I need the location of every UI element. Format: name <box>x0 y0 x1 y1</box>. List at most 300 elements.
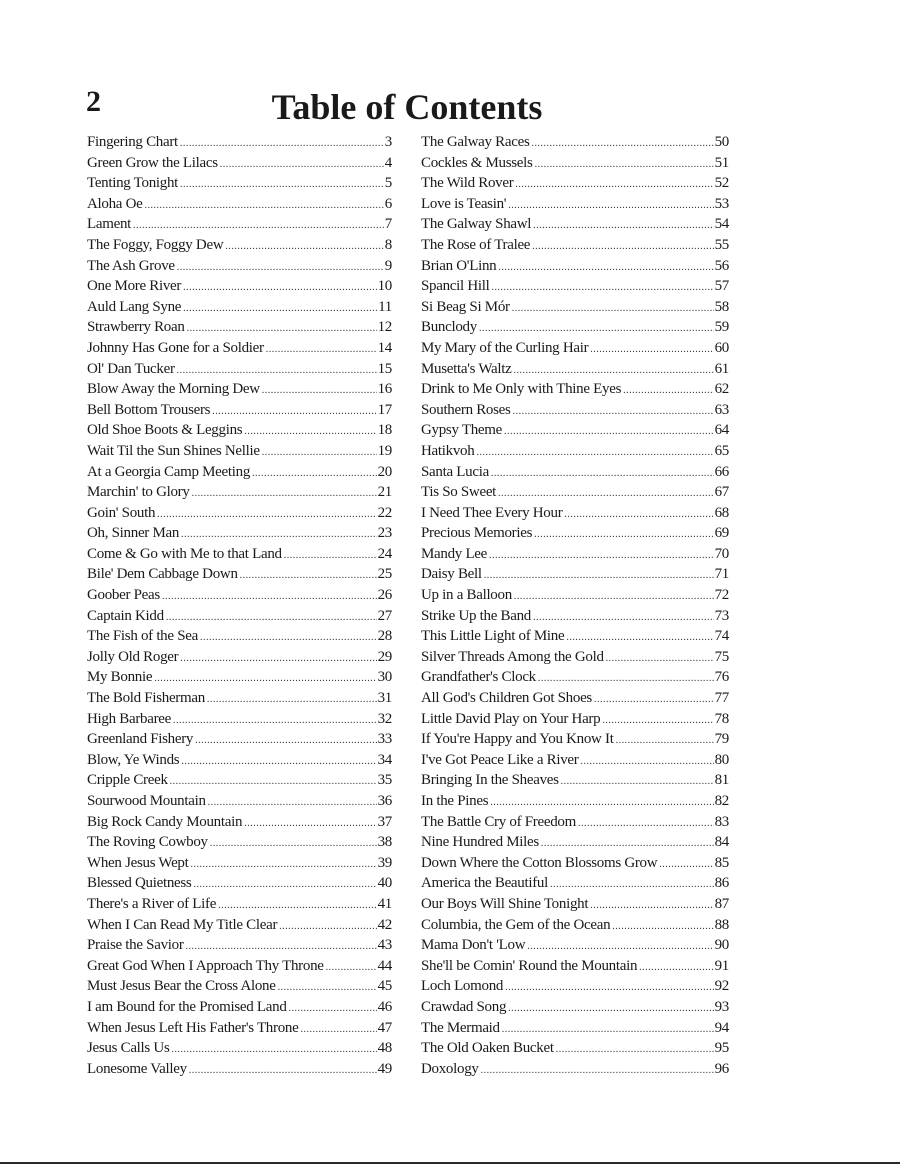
dot-leader <box>191 855 377 874</box>
toc-entry-title: Precious Memories <box>421 525 533 542</box>
toc-entry-title: Loch Lomond <box>421 978 504 995</box>
toc-entry <box>87 1059 392 1080</box>
toc-entry <box>421 420 729 441</box>
toc-entry-title: If You're Happy and You Know It <box>421 731 614 748</box>
toc-entry <box>87 1038 392 1059</box>
dot-leader <box>170 772 377 791</box>
toc-entry-page: 83 <box>714 813 729 830</box>
page-number: 2 <box>86 85 101 118</box>
toc-entry-title: Southern Roses <box>421 401 511 418</box>
dot-leader <box>244 422 376 441</box>
toc-entry-page: 57 <box>714 278 729 295</box>
toc-entry <box>421 503 729 524</box>
toc-entry-page: 47 <box>377 1019 392 1036</box>
toc-entry-page: 16 <box>377 381 392 398</box>
dot-leader <box>476 443 713 462</box>
dot-leader <box>162 587 377 606</box>
toc-entry-page: 85 <box>714 854 729 871</box>
dot-leader <box>527 937 713 956</box>
toc-entry-page: 8 <box>384 236 392 253</box>
toc-entry <box>421 729 729 750</box>
toc-entry-title: Fingering Chart <box>87 134 178 150</box>
toc-entry-page: 86 <box>714 875 729 892</box>
toc-entry-page: 5 <box>384 175 392 192</box>
toc-entry <box>87 400 392 421</box>
dot-leader <box>515 175 713 194</box>
toc-entry-title: Marchin' to Glory <box>87 484 190 501</box>
dot-leader <box>639 958 713 977</box>
dot-leader <box>606 649 714 668</box>
toc-entry-title: At a Georgia Camp Meeting <box>87 463 251 480</box>
toc-entry-page: 23 <box>377 525 392 542</box>
toc-entry <box>421 1059 729 1080</box>
toc-entry-title: This Little Light of Mine <box>421 628 565 645</box>
toc-entry-title: The Galway Races <box>421 134 530 150</box>
toc-entry <box>421 256 729 277</box>
dot-leader <box>578 814 714 833</box>
toc-entry <box>87 317 392 338</box>
toc-entry-page: 27 <box>377 607 392 624</box>
toc-entry <box>87 750 392 771</box>
dot-leader <box>200 628 377 647</box>
dot-leader <box>594 690 714 709</box>
toc-entry-title: When Jesus Wept <box>87 854 189 871</box>
toc-entry-page: 31 <box>377 690 392 707</box>
toc-entry-page: 20 <box>377 463 392 480</box>
toc-entry-title: Si Beag Si Mór <box>421 298 510 315</box>
toc-entry-title: Captain Kidd <box>87 607 164 624</box>
toc-entry-page: 94 <box>714 1019 729 1036</box>
toc-entry <box>421 297 729 318</box>
toc-entry <box>87 235 392 256</box>
toc-entry-title: Bunclody <box>421 319 477 336</box>
dot-leader <box>278 978 377 997</box>
toc-entry-title: Silver Threads Among the Gold <box>421 648 604 665</box>
toc-entry-title: Blow Away the Morning Dew <box>87 381 260 398</box>
toc-entry <box>87 173 392 194</box>
toc-entry <box>87 667 392 688</box>
toc-entry-title: The Foggy, Foggy Dew <box>87 236 224 253</box>
toc-entry-page: 76 <box>714 669 729 686</box>
toc-entry <box>87 729 392 750</box>
dot-leader <box>133 216 384 235</box>
dot-leader <box>252 464 377 483</box>
toc-entry <box>87 688 392 709</box>
toc-entry-page: 69 <box>714 525 729 542</box>
toc-entry <box>421 647 729 668</box>
toc-entry-page: 3 <box>384 134 392 150</box>
toc-entry-page: 55 <box>714 236 729 253</box>
toc-entry-page: 93 <box>714 998 729 1015</box>
dot-leader <box>284 546 377 565</box>
toc-entry-title: Greenland Fishery <box>87 731 194 748</box>
toc-entry-page: 22 <box>377 504 392 521</box>
dot-leader <box>612 917 713 936</box>
toc-entry <box>87 153 392 174</box>
toc-entry-page: 39 <box>377 854 392 871</box>
toc-entry-title: Drink to Me Only with Thine Eyes <box>421 381 622 398</box>
toc-entry-page: 51 <box>714 154 729 171</box>
toc-left-column <box>87 132 392 1079</box>
toc-entry-page: 77 <box>714 690 729 707</box>
toc-entry <box>421 709 729 730</box>
toc-entry-page: 52 <box>714 175 729 192</box>
toc-entry-page: 33 <box>377 731 392 748</box>
toc-entry-page: 26 <box>377 587 392 604</box>
dot-leader <box>177 258 384 277</box>
toc-entry-page: 74 <box>714 628 729 645</box>
dot-leader <box>193 875 376 894</box>
toc-entry <box>421 317 729 338</box>
toc-entry-page: 18 <box>377 422 392 439</box>
toc-entry <box>421 523 729 544</box>
dot-leader <box>512 299 714 318</box>
toc-entry-page: 12 <box>377 319 392 336</box>
toc-entry <box>87 606 392 627</box>
toc-entry <box>421 585 729 606</box>
toc-entry-page: 84 <box>714 834 729 851</box>
toc-entry-page: 92 <box>714 978 729 995</box>
toc-entry-title: My Bonnie <box>87 669 153 686</box>
dot-leader <box>192 484 377 503</box>
toc-entry-title: Auld Lang Syne <box>87 298 182 315</box>
dot-leader <box>220 155 384 174</box>
dot-leader <box>300 1020 376 1039</box>
toc-entry-page: 90 <box>714 937 729 954</box>
toc-entry-page: 25 <box>377 566 392 583</box>
dot-leader <box>564 505 713 524</box>
toc-entry <box>421 338 729 359</box>
toc-entry-page: 88 <box>714 916 729 933</box>
toc-entry-page: 87 <box>714 895 729 912</box>
toc-entry-title: Gypsy Theme <box>421 422 502 439</box>
toc-entry-page: 40 <box>377 875 392 892</box>
dot-leader <box>173 711 377 730</box>
dot-leader <box>244 814 376 833</box>
dot-leader <box>181 752 376 771</box>
toc-entry-title: Bringing In the Sheaves <box>421 772 559 789</box>
toc-entry-page: 96 <box>714 1060 729 1077</box>
dot-leader <box>504 422 714 441</box>
toc-entry-title: Nine Hundred Miles <box>421 834 539 851</box>
toc-entry-page: 42 <box>377 916 392 933</box>
toc-entry-page: 91 <box>714 957 729 974</box>
dot-leader <box>491 464 714 483</box>
toc-entry-page: 66 <box>714 463 729 480</box>
dot-leader <box>186 937 377 956</box>
toc-entry-page: 72 <box>714 587 729 604</box>
toc-entry-title: The Battle Cry of Freedom <box>421 813 576 830</box>
toc-entry <box>87 297 392 318</box>
dot-leader <box>498 258 713 277</box>
toc-entry-page: 41 <box>377 895 392 912</box>
dot-leader <box>502 1020 714 1039</box>
toc-entry <box>421 462 729 483</box>
toc-entry-page: 9 <box>384 257 392 274</box>
toc-entry-page: 70 <box>714 545 729 562</box>
toc-entry <box>87 276 392 297</box>
toc-entry-page: 37 <box>377 813 392 830</box>
toc-entry <box>87 482 392 503</box>
toc-entry <box>87 956 392 977</box>
toc-entry-title: Green Grow the Lilacs <box>87 154 218 171</box>
toc-entry-page: 60 <box>714 339 729 356</box>
toc-entry-title: Wait Til the Sun Shines Nellie <box>87 442 260 459</box>
toc-entry-title: Spancil Hill <box>421 278 490 295</box>
dot-leader <box>556 1040 714 1059</box>
toc-entry-title: Crawdad Song <box>421 998 507 1015</box>
toc-entry <box>421 235 729 256</box>
toc-entry <box>421 194 729 215</box>
toc-entry-page: 46 <box>377 998 392 1015</box>
toc-entry-title: The Fish of the Sea <box>87 628 198 645</box>
dot-leader <box>171 1040 376 1059</box>
dot-leader <box>484 566 714 585</box>
toc-entry-page: 81 <box>714 772 729 789</box>
toc-entry-page: 19 <box>377 442 392 459</box>
toc-entry-page: 49 <box>377 1060 392 1077</box>
toc-entry <box>421 1018 729 1039</box>
toc-entry-title: Great God When I Approach Thy Throne <box>87 957 324 974</box>
toc-entry-title: Little David Play on Your Harp <box>421 710 601 727</box>
toc-entry-page: 10 <box>377 278 392 295</box>
dot-leader <box>212 402 376 421</box>
toc-entry <box>421 915 729 936</box>
toc-entry-title: Our Boys Will Shine Tonight <box>421 895 589 912</box>
toc-entry <box>421 359 729 380</box>
dot-leader <box>218 896 377 915</box>
toc-entry <box>421 606 729 627</box>
toc-entry <box>87 873 392 894</box>
toc-entry-page: 78 <box>714 710 729 727</box>
toc-entry <box>87 132 392 153</box>
toc-entry-page: 24 <box>377 545 392 562</box>
toc-entry-title: The Roving Cowboy <box>87 834 208 851</box>
dot-leader <box>538 669 714 688</box>
toc-entry-title: When I Can Read My Title Clear <box>87 916 278 933</box>
toc-entry <box>87 523 392 544</box>
dot-leader <box>183 299 377 318</box>
dot-leader <box>659 855 713 874</box>
toc-entry-title: Tenting Tonight <box>87 175 179 192</box>
toc-entry-page: 45 <box>377 978 392 995</box>
dot-leader <box>513 402 714 421</box>
dot-leader <box>195 731 376 750</box>
toc-entry <box>87 441 392 462</box>
toc-entry <box>421 791 729 812</box>
dot-leader <box>187 319 377 338</box>
dot-leader <box>189 1061 377 1080</box>
toc-entry <box>421 544 729 565</box>
toc-entry-page: 75 <box>714 648 729 665</box>
toc-entry-page: 4 <box>384 154 392 171</box>
toc-entry-title: Mandy Lee <box>421 545 488 562</box>
page-title: Table of Contents <box>271 87 543 127</box>
toc-entry-title: Lonesome Valley <box>87 1060 187 1077</box>
toc-entry-page: 59 <box>714 319 729 336</box>
toc-entry <box>421 770 729 791</box>
toc-entry-title: Jesus Calls Us <box>87 1040 170 1057</box>
toc-entry-title: Daisy Bell <box>421 566 482 583</box>
toc-entry-page: 82 <box>714 793 729 809</box>
toc-entry-title: The Rose of Tralee <box>421 236 531 253</box>
toc-entry <box>421 956 729 977</box>
toc-entry <box>421 626 729 647</box>
toc-entry <box>87 626 392 647</box>
toc-entry-title: Ol' Dan Tucker <box>87 360 175 377</box>
toc-entry <box>87 915 392 936</box>
toc-entry <box>87 503 392 524</box>
toc-entry-title: The Galway Shawl <box>421 216 532 233</box>
toc-entry-page: 64 <box>714 422 729 439</box>
dot-leader <box>580 752 713 771</box>
toc-entry-page: 73 <box>714 607 729 624</box>
toc-entry-title: Bile' Dem Cabbage Down <box>87 566 238 583</box>
dot-leader <box>616 731 714 750</box>
toc-entry <box>421 132 729 153</box>
toc-entry-title: Big Rock Candy Mountain <box>87 813 243 830</box>
toc-entry-title: Cripple Creek <box>87 772 168 789</box>
dot-leader <box>541 834 714 853</box>
toc-entry <box>87 832 392 853</box>
dot-leader <box>533 608 714 627</box>
toc-entry <box>87 853 392 874</box>
toc-entry-page: 17 <box>377 401 392 418</box>
dot-leader <box>157 505 376 524</box>
toc-entry-page: 36 <box>377 793 392 809</box>
toc-entry <box>421 276 729 297</box>
toc-entry-page: 56 <box>714 257 729 274</box>
toc-entry-title: Lament <box>87 216 132 233</box>
toc-entry-title: Bell Bottom Trousers <box>87 401 211 418</box>
toc-entry-page: 30 <box>377 669 392 686</box>
toc-entry-title: Oh, Sinner Man <box>87 525 180 542</box>
dot-leader <box>490 793 713 812</box>
toc-entry-title: Jolly Old Roger <box>87 648 179 665</box>
toc-entry <box>421 812 729 833</box>
toc-entry-title: She'll be Comin' Round the Mountain <box>421 957 638 974</box>
toc-entry-title: Doxology <box>421 1060 479 1077</box>
toc-entry-title: My Mary of the Curling Hair <box>421 339 589 356</box>
toc-entry-title: Strawberry Roan <box>87 319 185 336</box>
dot-leader <box>479 319 714 338</box>
toc-entry-page: 67 <box>714 484 729 501</box>
toc-entry <box>87 338 392 359</box>
toc-entry-page: 53 <box>714 195 729 212</box>
toc-entry <box>421 564 729 585</box>
toc-entry <box>421 441 729 462</box>
toc-entry-title: Tis So Sweet <box>421 484 497 501</box>
dot-leader <box>240 566 377 585</box>
toc-entry-page: 29 <box>377 648 392 665</box>
toc-entry-title: Old Shoe Boots & Leggins <box>87 422 243 439</box>
toc-entry-title: In the Pines <box>421 793 489 809</box>
dot-leader <box>262 381 377 400</box>
toc-entry <box>87 420 392 441</box>
dot-leader <box>177 361 377 380</box>
toc-entry-page: 48 <box>377 1040 392 1057</box>
toc-entry-title: All God's Children Got Shoes <box>421 690 592 707</box>
toc-entry-page: 65 <box>714 442 729 459</box>
toc-entry-title: I've Got Peace Like a River <box>421 751 579 768</box>
toc-entry <box>87 997 392 1018</box>
toc-entry-title: Goober Peas <box>87 587 160 604</box>
toc-entry-title: Goin' South <box>87 504 156 521</box>
toc-entry-title: I am Bound for the Promised Land <box>87 998 287 1015</box>
toc-entry <box>87 935 392 956</box>
toc-entry <box>87 359 392 380</box>
toc-entry <box>87 544 392 565</box>
dot-leader <box>326 958 377 977</box>
toc-entry <box>87 256 392 277</box>
dot-leader <box>508 196 713 215</box>
toc-entry-page: 6 <box>384 195 392 212</box>
toc-entry-title: When Jesus Left His Father's Throne <box>87 1019 299 1036</box>
toc-entry <box>421 997 729 1018</box>
dot-leader <box>208 793 377 812</box>
dot-leader <box>561 772 714 791</box>
toc-entry-title: Sourwood Mountain <box>87 793 206 809</box>
dot-leader <box>180 175 384 194</box>
toc-entry-title: Aloha Oe <box>87 195 143 212</box>
dot-leader <box>210 834 377 853</box>
toc-entry <box>87 791 392 812</box>
toc-entry-title: Cockles & Mussels <box>421 154 533 171</box>
toc-entry <box>87 709 392 730</box>
toc-entry-page: 34 <box>377 751 392 768</box>
dot-leader <box>602 711 713 730</box>
toc-entry-title: Musetta's Waltz <box>421 360 512 377</box>
dot-leader <box>166 608 377 627</box>
toc-entry-title: Strike Up the Band <box>421 607 532 624</box>
toc-entry-title: Grandfather's Clock <box>421 669 536 686</box>
dot-leader <box>508 999 713 1018</box>
toc-entry-title: Mama Don't 'Low <box>421 937 526 954</box>
dot-leader <box>481 1061 714 1080</box>
toc-entry-page: 68 <box>714 504 729 521</box>
toc-entry <box>87 214 392 235</box>
dot-leader <box>590 896 713 915</box>
toc-entry <box>87 647 392 668</box>
toc-entry <box>87 1018 392 1039</box>
dot-leader <box>279 917 376 936</box>
toc-entry <box>421 173 729 194</box>
toc-entry-title: There's a River of Life <box>87 895 217 912</box>
dot-leader <box>590 340 713 359</box>
toc-entry-title: Come & Go with Me to that Land <box>87 545 282 562</box>
toc-entry <box>421 1038 729 1059</box>
toc-entry-title: Praise the Savior <box>87 937 184 954</box>
dot-leader <box>183 278 376 297</box>
toc-entry <box>87 585 392 606</box>
toc-entry-page: 58 <box>714 298 729 315</box>
toc-entry-title: The Mermaid <box>421 1019 500 1036</box>
toc-entry-page: 63 <box>714 401 729 418</box>
toc-entry <box>421 976 729 997</box>
toc-entry-page: 38 <box>377 834 392 851</box>
toc-entry <box>421 853 729 874</box>
toc-entry-title: Blessed Quietness <box>87 875 192 892</box>
toc-entry-page: 80 <box>714 751 729 768</box>
dot-leader <box>180 134 384 153</box>
dot-leader <box>513 361 713 380</box>
dot-leader <box>533 216 713 235</box>
dot-leader <box>498 484 714 503</box>
toc-entry-page: 54 <box>714 216 729 233</box>
toc-entry-page: 35 <box>377 772 392 789</box>
toc-entry <box>87 564 392 585</box>
toc-entry-title: Hatikvoh <box>421 442 475 459</box>
